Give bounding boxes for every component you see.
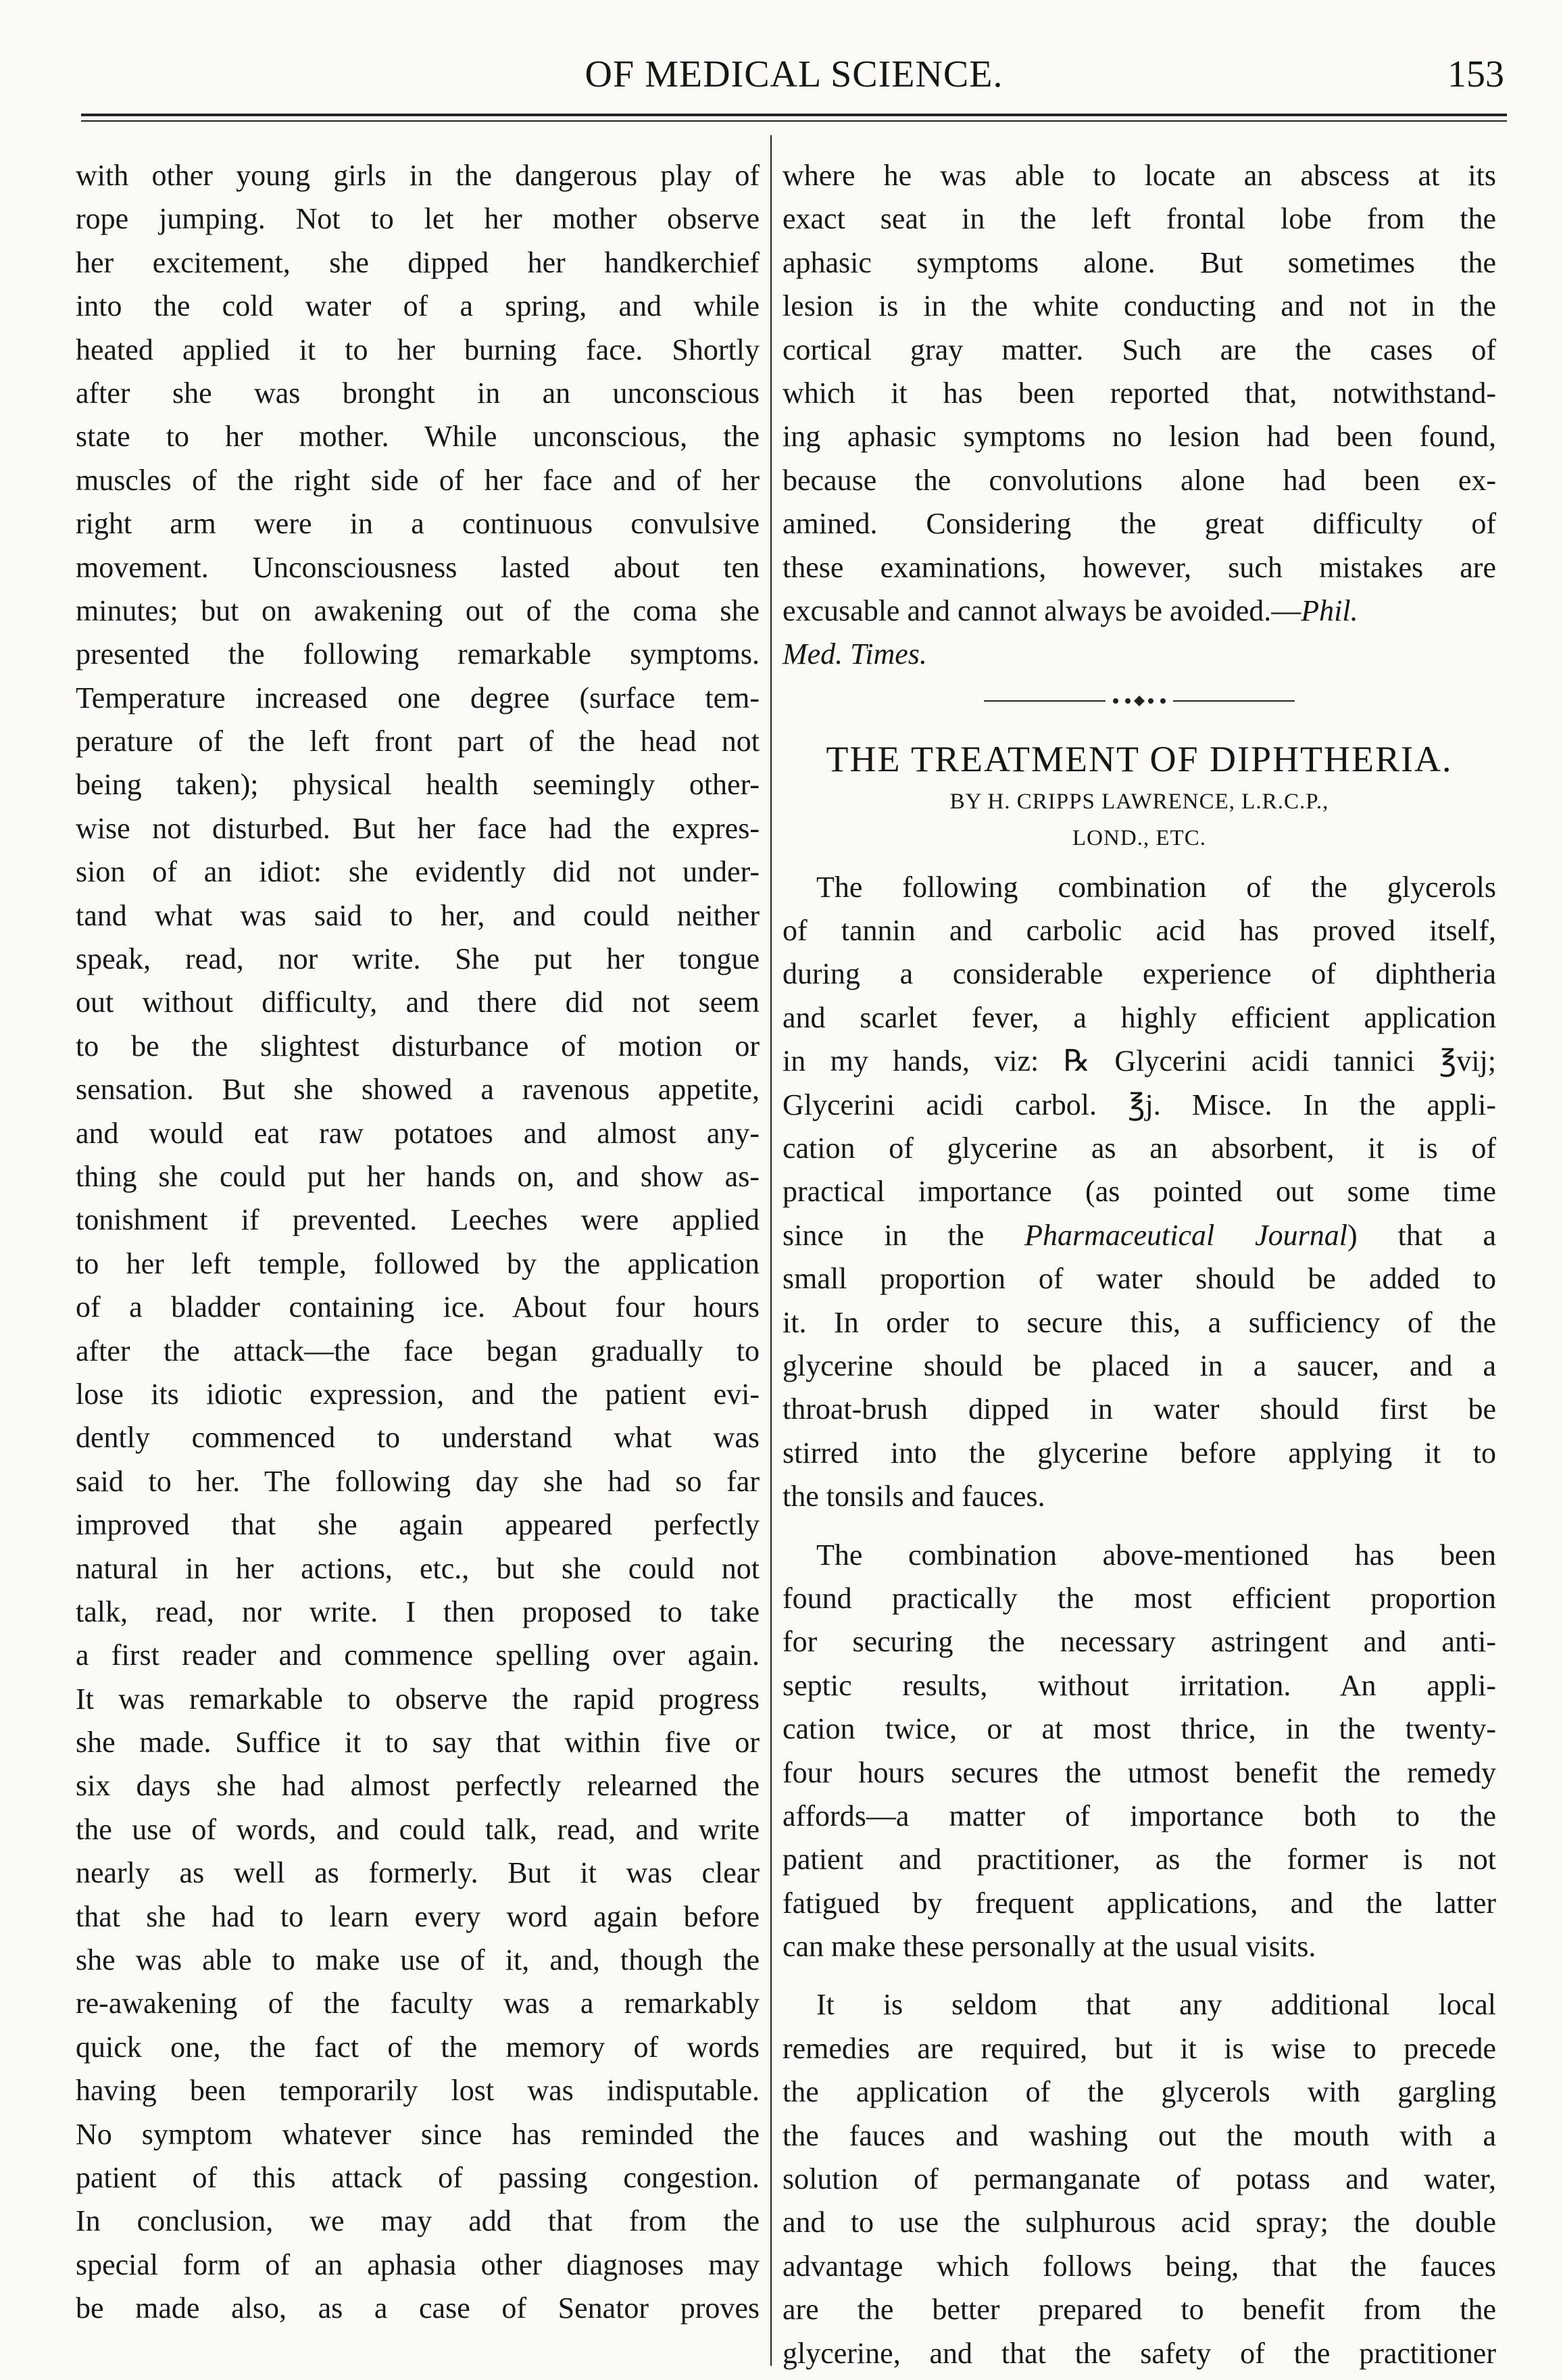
left-column-line: perature of the left front part of the head not [76,725,760,758]
column-divider [770,135,772,2366]
left-column-line: sensation. But she showed a ravenous appetite, [76,1073,760,1107]
paragraph-2-line: can make these personally at the usual visits. [783,1930,1316,1964]
right-column [783,154,1496,2375]
left-column-line: quick one, the fact of the memory of words [76,2030,760,2064]
left-column-line: muscles of the right side of her face and of her [76,463,760,497]
left-column-line: being taken); physical health seemingly other- [76,768,760,802]
line-text-before: since in the [783,1218,1025,1252]
paragraph-3-line: It is seldom that any additional local [816,1988,1496,2022]
ornament-rule-icon [984,694,1295,708]
paragraph-1-line: during a considerable experience of diphtheria [783,957,1496,991]
continuation-line: cortical gray matter. Such are the cases of [783,333,1496,366]
paragraph-3-line: remedies are required, but it is wise to precede [783,2031,1496,2065]
continuation-line: amined. Considering the great difficulty of [783,507,1496,541]
left-column-line: nearly as well as formerly. But it was clear [76,1856,760,1890]
paragraph-1-line: small proportion of water should be added to [783,1262,1496,1296]
citation-journal-part2: Med. Times. [783,637,927,671]
left-column-line: patient of this attack of passing congestion. [76,2160,760,2194]
left-column-line: heated applied it to her burning face. Shortly [76,333,760,366]
left-column [76,154,760,2331]
left-column-line: the use of words, and could talk, read, and write [76,1812,760,1846]
continuation-line: these examinations, however, such mistakes are [783,550,1496,584]
paragraph-2-line: patient and practitioner, as the former is not [783,1843,1496,1876]
left-column-line: presented the following remarkable symptoms. [76,637,760,671]
left-column-line: speak, read, nor write. She put her tongue [76,942,760,976]
continuation-text [783,154,1496,589]
left-column-line: be made also, as a case of Senator proves [76,2291,760,2325]
left-column-line: that she had to learn every word again before [76,1899,760,1933]
left-column-line: tonishment if prevented. Leeches were applied [76,1203,760,1237]
continuation-line: exact seat in the left frontal lobe from the [783,202,1496,236]
paragraph-3-line: the application of the glycerols with gargling [783,2075,1496,2109]
paragraph-3-line: glycerine, and that the safety of the practitioner [783,2336,1496,2370]
left-column-line: rope jumping. Not to let her mother observe [76,202,760,236]
journal-title: Pharmaceutical Journal [1024,1218,1347,1252]
citation-line [783,589,1496,633]
left-column-line: with other young girls in the dangerous play of [76,159,760,192]
left-column-line: her excitement, she dipped her handkerchief [76,245,760,279]
line-text-after: ) that a [1347,1218,1496,1252]
continuation-line: ing aphasic symptoms no lesion had been found, [783,420,1496,454]
paragraph-1-line: glycerine should be placed in a saucer, and a [783,1349,1496,1382]
left-column-line: Temperature increased one degree (surface tem- [76,681,760,714]
paragraph-2-line: fatigued by frequent applications, and the latter [783,1886,1496,1920]
paragraph-3-line: solution of permanganate of potass and water, [783,2162,1496,2196]
paragraph-3-line: are the better prepared to benefit from the [783,2293,1496,2327]
left-column-line: said to her. The following day she had so far [76,1464,760,1498]
citation-tail: excusable and cannot always be avoided.— [783,593,1301,627]
left-column-line: after she was bronght in an unconscious [76,376,760,410]
article-byline-2: LOND., ETC. [1072,825,1206,850]
paragraph-1-line: practical importance (as pointed out some time [783,1175,1496,1209]
paragraph-1-line: stirred into the glycerine before applying it to [783,1436,1496,1470]
left-column-line: right arm were in a continuous convulsive [76,507,760,541]
continuation-line: because the convolutions alone had been ex- [783,463,1496,497]
article-paragraph-1 [783,866,1496,1214]
paragraph-2-line: The combination above-mentioned has been [816,1538,1496,1572]
running-head [81,53,1507,107]
page-number: 153 [1447,53,1504,95]
left-column-line: into the cold water of a spring, and while [76,289,760,323]
left-column-line: after the attack—the face began gradually to [76,1334,760,1367]
left-column-line: No symptom whatever since has reminded the [76,2117,760,2151]
section-ornament [783,677,1496,731]
paragraph-2-line: septic results, without irritation. An appli- [783,1668,1496,1702]
continuation-line: where he was able to locate an abscess at its [783,159,1496,192]
left-column-line: of a bladder containing ice. About four hours [76,1290,760,1324]
left-column-line: wise not disturbed. But her face had the expres- [76,811,760,845]
paragraph-1-line-journal [783,1214,1496,1257]
paragraph-3-line: the fauces and washing out the mouth with a [783,2118,1496,2152]
continuation-line: which it has been reported that, notwithstand- [783,376,1496,410]
article-paragraph-3 [783,1983,1496,2375]
left-column-line: she made. Suffice it to say that within five or [76,1726,760,1759]
left-column-line: re-awakening of the faculty was a remarkably [76,1987,760,2020]
left-column-line: having been temporarily lost was indisputable. [76,2074,760,2108]
paragraph-2-line: affords—a matter of importance both to the [783,1799,1496,1832]
paragraph-1-line: it. In order to secure this, a sufficiency of the [783,1305,1496,1339]
citation-journal-part1: Phil. [1301,593,1358,627]
left-column-line: improved that she again appeared perfectly [76,1508,760,1542]
paragraph-1-line: the tonsils and fauces. [783,1480,1045,1513]
paragraph-2-line: found practically the most efficient proportion [783,1581,1496,1615]
left-column-line: and would eat raw potatoes and almost any- [76,1116,760,1150]
running-title: OF MEDICAL SCIENCE. [585,53,1003,95]
left-column-line: she was able to make use of it, and, though the [76,1943,760,1977]
continuation-line: lesion is in the white conducting and not in the [783,289,1496,323]
left-column-line: talk, read, nor write. I then proposed to take [76,1595,760,1628]
left-column-line: sion of an idiot: she evidently did not under- [76,855,760,889]
left-column-line: out without difficulty, and there did not seem [76,986,760,1019]
left-column-line: natural in her actions, etc., but she could not [76,1551,760,1585]
article-byline-1: BY H. CRIPPS LAWRENCE, L.R.C.P., [949,789,1329,814]
article-paragraph-1-rest [783,1257,1496,1518]
paragraph-2-line: for securing the necessary astringent and anti- [783,1625,1496,1659]
left-column-line: It was remarkable to observe the rapid progress [76,1682,760,1716]
paragraph-2-line: cation twice, or at most thrice, in the twenty- [783,1712,1496,1746]
paragraph-3-line: advantage which follows being, that the fauces [783,2249,1496,2283]
paragraph-1-line: The following combination of the glycerols [816,870,1496,904]
left-column-line: state to her mother. While unconscious, the [76,420,760,454]
article-title: THE TREATMENT OF DIPHTHERIA. [826,738,1453,779]
left-column-line: to be the slightest disturbance of motion or [76,1029,760,1063]
header-rule-top [81,114,1507,116]
paragraph-1-line: cation of glycerine as an absorbent, it is of [783,1132,1496,1165]
paragraph-1-line: throat-brush dipped in water should first be [783,1392,1496,1426]
left-column-line: lose its idiotic expression, and the patient evi- [76,1377,760,1411]
paragraph-2-line: four hours secures the utmost benefit the remedy [783,1755,1496,1789]
paragraph-1-line: of tannin and carbolic acid has proved itself, [783,914,1496,948]
paragraph-1-line: in my hands, viz: ℞ Glycerini acidi tannici ℥vij; [783,1044,1496,1078]
left-column-line: In conclusion, we may add that from the [76,2204,760,2238]
left-column-line: to her left temple, followed by the application [76,1246,760,1280]
header-rule-bottom [81,120,1507,122]
left-column-line: six days she had almost perfectly relearned the [76,1769,760,1803]
left-column-line: special form of an aphasia other diagnoses may [76,2248,760,2281]
paragraph-1-line: and scarlet fever, a highly efficient application [783,1000,1496,1034]
left-column-line: tand what was said to her, and could neither [76,898,760,932]
left-column-line: dently commenced to understand what was [76,1421,760,1455]
left-column-line: thing she could put her hands on, and show as- [76,1159,760,1193]
paragraph-3-line: and to use the sulphurous acid spray; the double [783,2206,1496,2239]
paragraph-1-line: Glycerini acidi carbol. ℥j. Misce. In the appli- [783,1088,1496,1121]
article-paragraph-2 [783,1534,1496,1969]
left-column-line: minutes; but on awakening out of the coma she [76,593,760,627]
continuation-line: aphasic symptoms alone. But sometimes the [783,245,1496,279]
left-column-line: a first reader and commence spelling over again. [76,1638,760,1672]
left-column-line: movement. Unconsciousness lasted about ten [76,550,760,584]
